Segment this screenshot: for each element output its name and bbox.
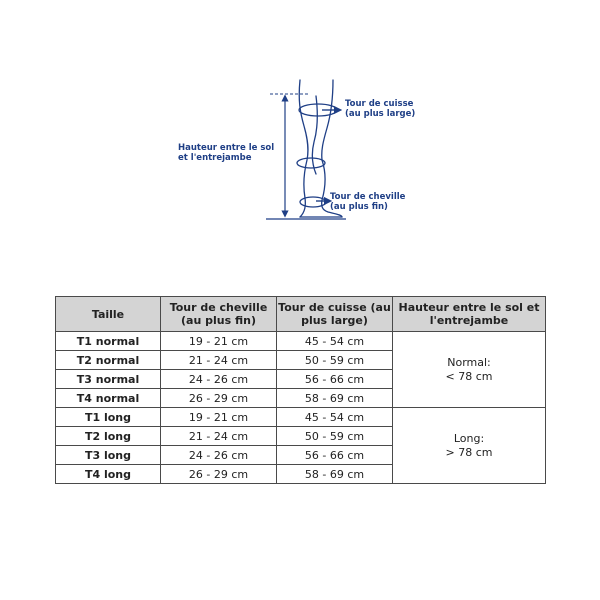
thigh-label-line1: Tour de cuisse (345, 99, 414, 109)
header-height: Hauteur entre le sol et l'entrejambe (393, 297, 546, 332)
header-ankle: Tour de cheville (au plus fin) (161, 297, 277, 332)
table-row (56, 408, 546, 427)
size-cell: T4 long (56, 465, 161, 484)
header-thigh: Tour de cuisse (au plus large) (277, 297, 393, 332)
thigh-cell: 58 - 69 cm (277, 465, 393, 484)
ankle-cell: 21 - 24 cm (161, 427, 277, 446)
size-cell: T3 long (56, 446, 161, 465)
ankle-label-line2: (au plus fin) (330, 202, 388, 212)
ankle-label-line1: Tour de cheville (330, 192, 406, 202)
ankle-cell: 26 - 29 cm (161, 389, 277, 408)
leg-measurement-diagram (0, 0, 600, 240)
thigh-cell: 56 - 66 cm (277, 370, 393, 389)
height-group-normal (393, 332, 546, 408)
table-header-row (56, 297, 546, 332)
height-label-line2: et l'entrejambe (178, 153, 252, 163)
thigh-label-line2: (au plus large) (345, 109, 416, 119)
ankle-cell: 24 - 26 cm (161, 370, 277, 389)
table-row (56, 332, 546, 351)
thigh-cell: 50 - 59 cm (277, 427, 393, 446)
thigh-cell: 56 - 66 cm (277, 446, 393, 465)
ankle-cell: 21 - 24 cm (161, 351, 277, 370)
ankle-cell: 26 - 29 cm (161, 465, 277, 484)
thigh-cell: 58 - 69 cm (277, 389, 393, 408)
ankle-circumference-loop (300, 197, 328, 207)
size-chart-table (55, 296, 546, 484)
height-label-line1: Hauteur entre le sol (178, 143, 275, 153)
height-group-normal-label: Normal: (447, 355, 491, 369)
thigh-cell: 50 - 59 cm (277, 351, 393, 370)
header-size: Taille (56, 297, 161, 332)
calf-circumference-loop (297, 158, 325, 168)
height-group-long-label: Long: (453, 431, 485, 445)
size-cell: T4 normal (56, 389, 161, 408)
height-group-long-value: > 78 cm (445, 445, 493, 459)
height-group-normal-value: < 78 cm (445, 369, 493, 383)
size-cell: T1 normal (56, 332, 161, 351)
size-cell: T2 long (56, 427, 161, 446)
ankle-cell: 24 - 26 cm (161, 446, 277, 465)
thigh-cell: 45 - 54 cm (277, 408, 393, 427)
size-cell: T2 normal (56, 351, 161, 370)
size-cell: T1 long (56, 408, 161, 427)
size-cell: T3 normal (56, 370, 161, 389)
ankle-cell: 19 - 21 cm (161, 408, 277, 427)
height-group-long (393, 408, 546, 484)
ankle-cell: 19 - 21 cm (161, 332, 277, 351)
thigh-cell: 45 - 54 cm (277, 332, 393, 351)
thigh-circumference-loop (299, 104, 338, 116)
